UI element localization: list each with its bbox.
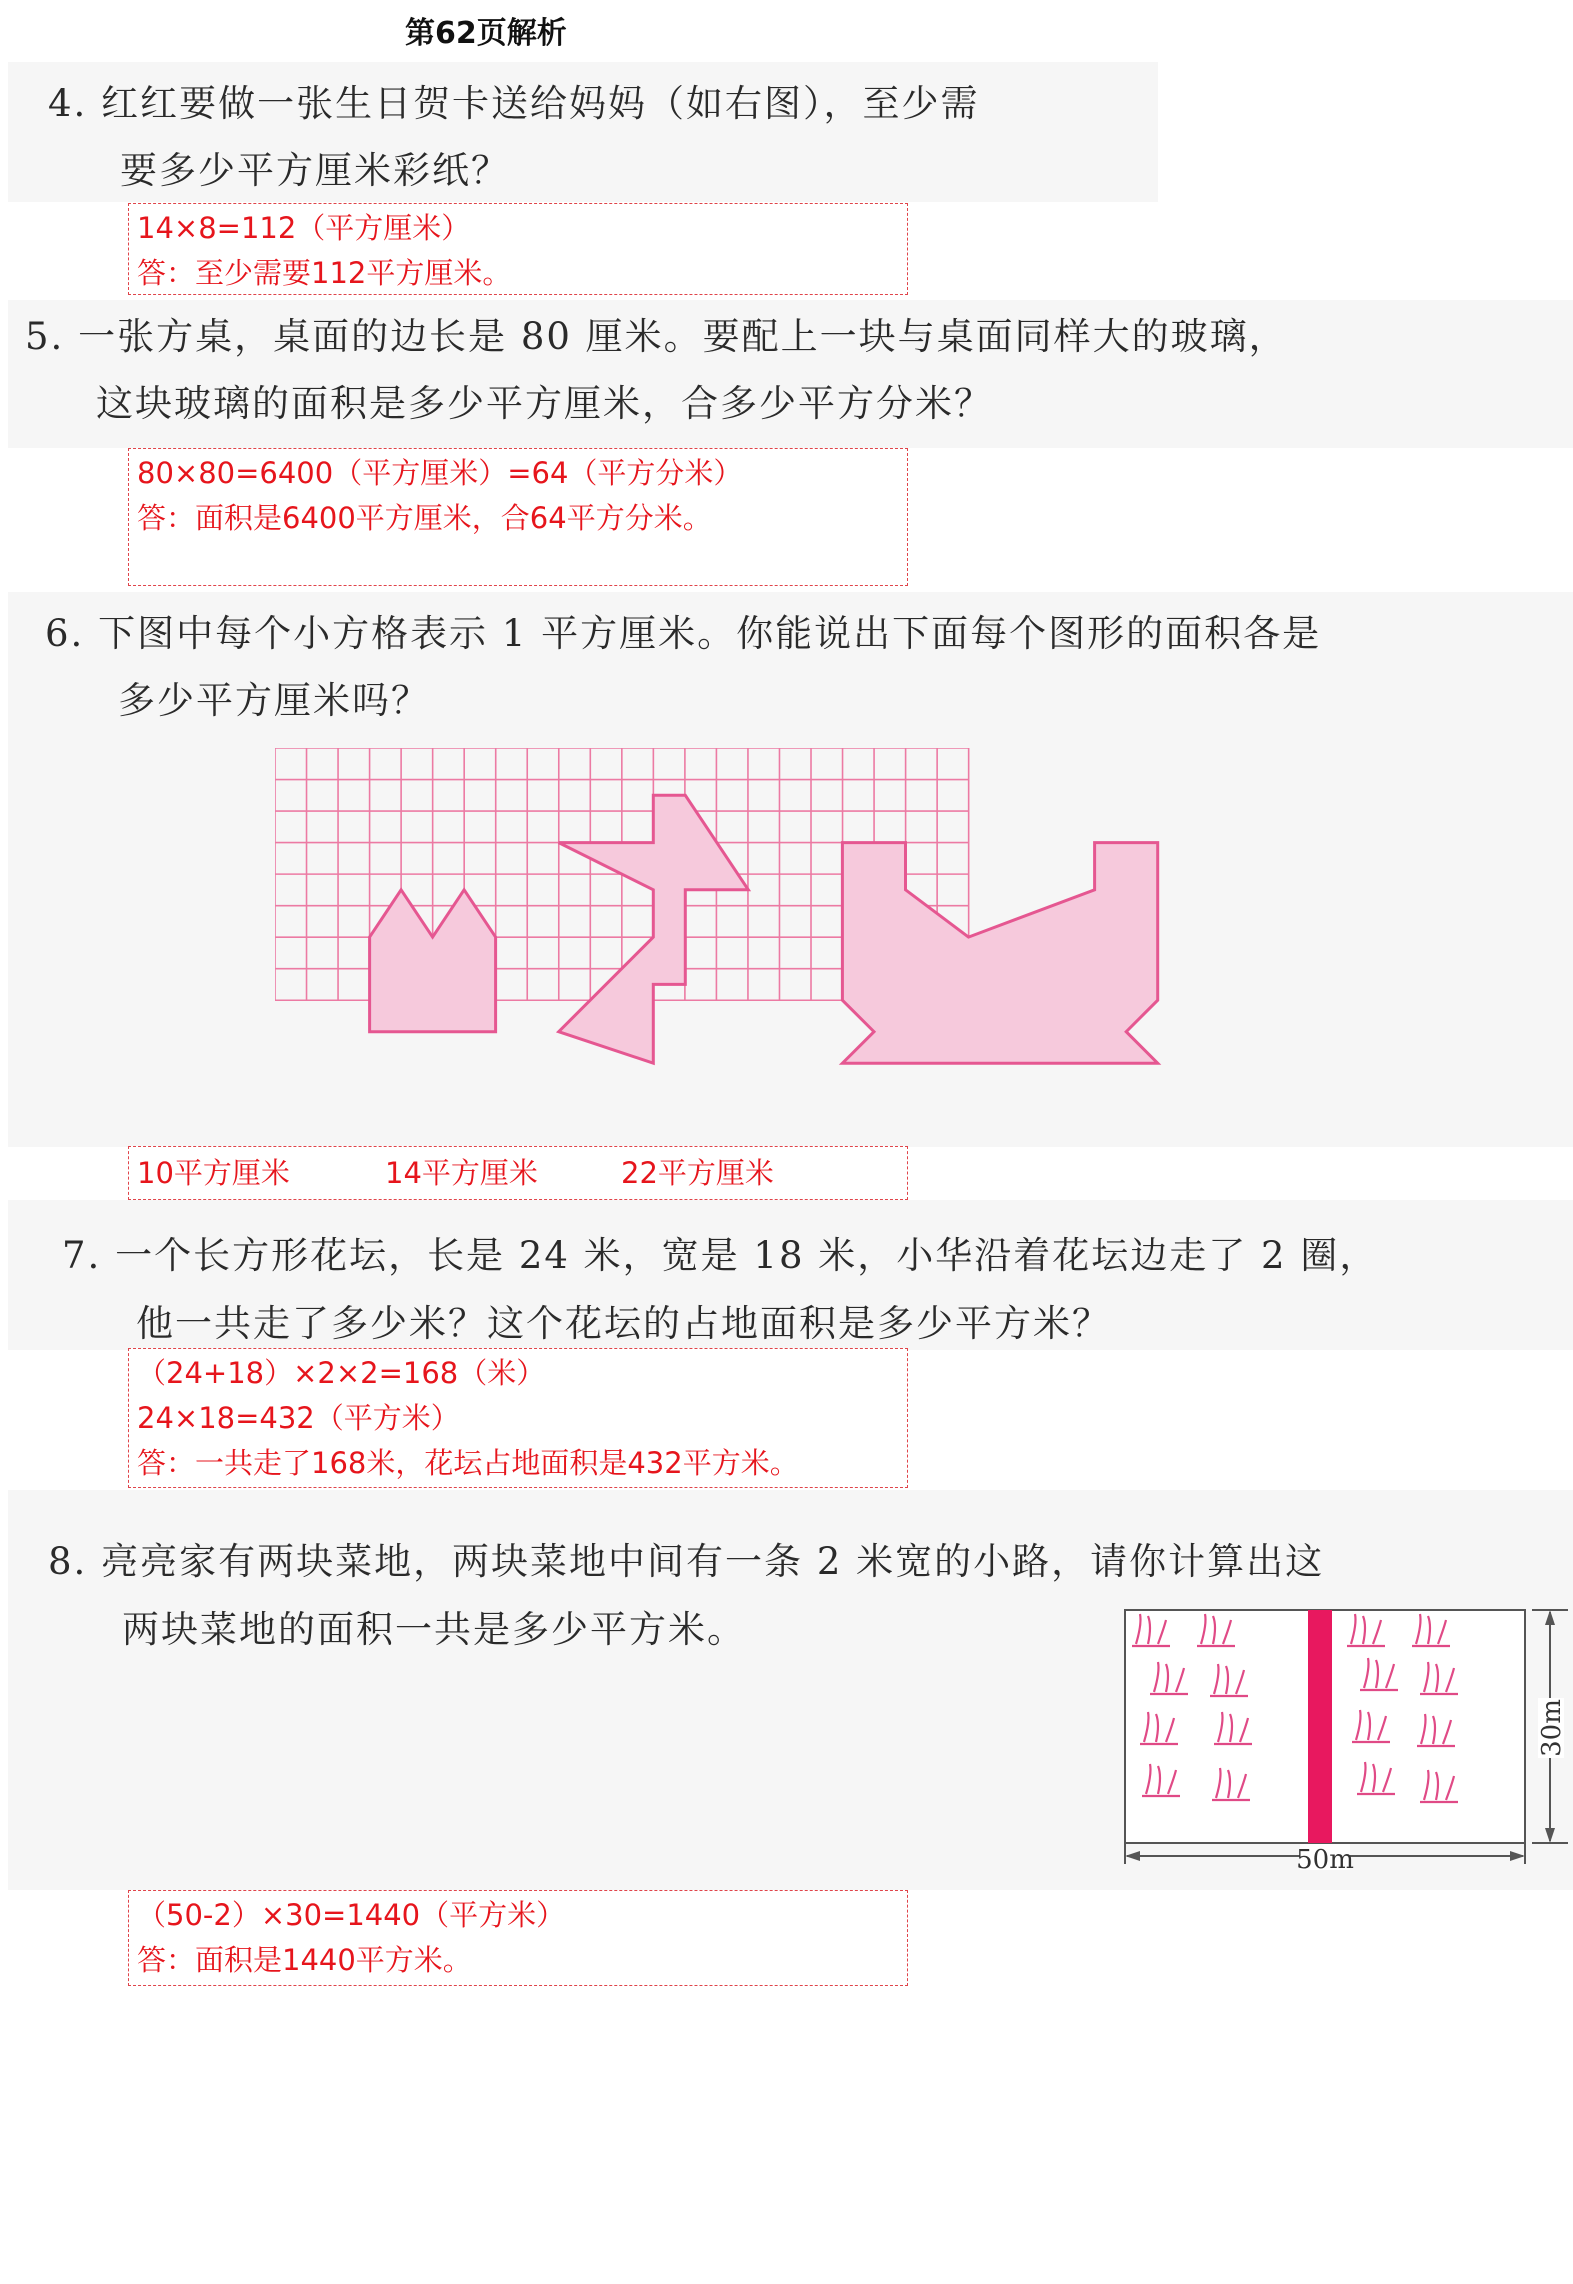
answer-line: 答：至少需要112平方厘米。 xyxy=(137,256,512,290)
answer-line: （24+18）×2×2=168（米） xyxy=(137,1356,546,1390)
answer-line: 80×80=6400（平方厘米）=64（平方分米） xyxy=(137,456,743,490)
shape-2 xyxy=(559,795,749,1063)
answer-box-5 xyxy=(128,448,908,586)
question-7-line1: 7. 一个长方形花坛，长是 24 米，宽是 18 米，小华沿着花坛边走了 2 圈， xyxy=(62,1234,1379,1277)
question-6-line2: 多少平方厘米吗？ xyxy=(118,679,430,722)
answer-line: 14×8=112（平方厘米） xyxy=(137,211,471,245)
answer-shape-3: 22平方厘米 xyxy=(621,1156,774,1190)
answer-line: 24×18=432（平方米） xyxy=(137,1401,460,1435)
question-8-line1: 8. 亮亮家有两块菜地，两块菜地中间有一条 2 米宽的小路，请你计算出这 xyxy=(48,1540,1325,1583)
page-title: 第62页解析 xyxy=(405,16,567,51)
answer-shape-2: 14平方厘米 xyxy=(385,1156,538,1190)
answer-box-8 xyxy=(128,1890,908,1986)
question-8-line2: 两块菜地的面积一共是多少平方米。 xyxy=(122,1608,746,1651)
question-4-line1: 4. 红红要做一张生日贺卡送给妈妈（如右图），至少需 xyxy=(48,82,980,125)
question-5-line2: 这块玻璃的面积是多少平方厘米，合多少平方分米？ xyxy=(96,382,993,425)
height-label: 30m xyxy=(1537,1699,1567,1757)
shape-3 xyxy=(842,843,1157,1064)
question-6-line1: 6. 下图中每个小方格表示 1 平方厘米。你能说出下面每个图形的面积各是 xyxy=(45,612,1322,655)
answer-box-7 xyxy=(128,1348,908,1488)
question-7-line2: 他一共走了多少米？这个花坛的占地面积是多少平方米？ xyxy=(136,1302,1111,1345)
answer-line: 答：一共走了168米，花坛占地面积是432平方米。 xyxy=(137,1446,799,1480)
path-strip xyxy=(1308,1610,1332,1843)
answer-box-6 xyxy=(128,1146,908,1200)
answer-line: 答：面积是1440平方米。 xyxy=(137,1943,472,1977)
answer-line: （50-2）×30=1440（平方米） xyxy=(137,1898,566,1932)
area-grid-figure xyxy=(275,748,1315,1124)
answer-line: 答：面积是6400平方厘米，合64平方分米。 xyxy=(137,501,712,535)
vegetable-plot-figure xyxy=(1120,1598,1573,1884)
question-4-line2: 要多少平方厘米彩纸？ xyxy=(120,149,510,192)
answer-box-4 xyxy=(128,203,908,295)
question-5-line1: 5. 一张方桌，桌面的边长是 80 厘米。要配上一块与桌面同样大的玻璃， xyxy=(25,315,1288,358)
width-label: 50m xyxy=(1296,1845,1354,1875)
answer-shape-1: 10平方厘米 xyxy=(137,1156,290,1190)
